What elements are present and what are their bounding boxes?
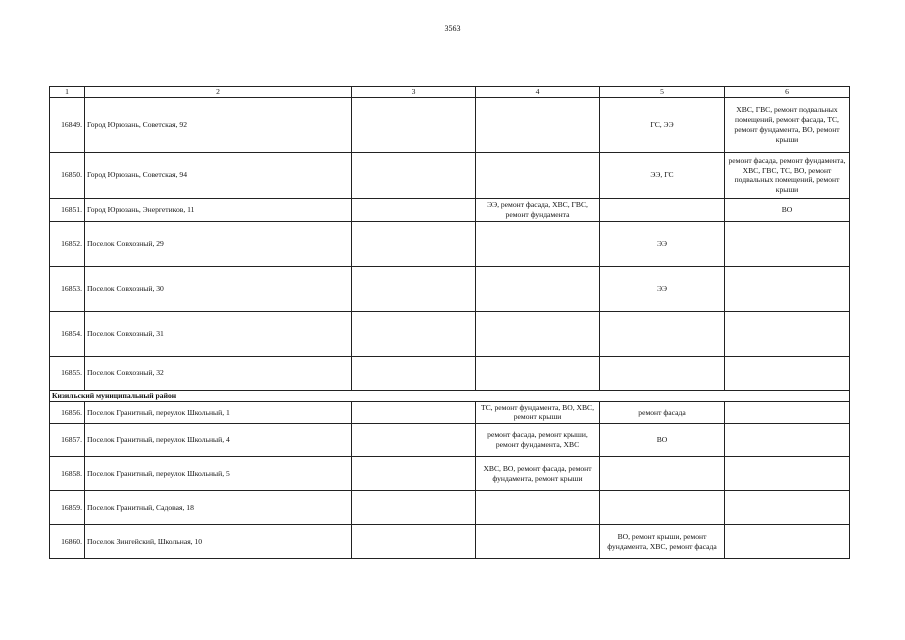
column-4-cell: ХВС, ВО, ремонт фасада, ремонт фундамента, ремонт крыши (476, 457, 600, 491)
address-cell: Поселок Гранитный, переулок Школьный, 5 (85, 457, 352, 491)
column-3-cell (352, 311, 476, 356)
column-header: 2 (85, 87, 352, 98)
column-4-cell (476, 152, 600, 198)
column-4-cell (476, 525, 600, 559)
column-5-cell (600, 457, 725, 491)
column-4-cell (476, 356, 600, 390)
column-6-cell (725, 491, 850, 525)
column-4-cell: ремонт фасада, ремонт крыши, ремонт фундамента, ХВС (476, 424, 600, 457)
row-number: 16856. (50, 401, 85, 424)
column-header: 3 (352, 87, 476, 98)
register-table-body (50, 87, 850, 559)
column-4-cell (476, 491, 600, 525)
column-3-cell (352, 266, 476, 311)
address-cell: Поселок Совхозный, 29 (85, 221, 352, 266)
column-header: 4 (476, 87, 600, 98)
section-title: Кизильский муниципальный район (50, 390, 850, 401)
column-4-cell (476, 97, 600, 152)
register-table (49, 86, 850, 559)
address-cell: Поселок Совхозный, 31 (85, 311, 352, 356)
column-5-cell: ЭЭ (600, 221, 725, 266)
row-number: 16857. (50, 424, 85, 457)
address-cell: Поселок Зингейский, Школьная, 10 (85, 525, 352, 559)
column-4-cell: ЭЭ, ремонт фасада, ХВС, ГВС, ремонт фундамента (476, 198, 600, 221)
address-cell: Поселок Совхозный, 32 (85, 356, 352, 390)
table-row (50, 424, 850, 457)
address-cell: Город Юрюзань, Советская, 94 (85, 152, 352, 198)
row-number: 16860. (50, 525, 85, 559)
column-6-cell (725, 356, 850, 390)
row-number: 16854. (50, 311, 85, 356)
column-5-cell: ЭЭ, ГС (600, 152, 725, 198)
column-5-cell: ГС, ЭЭ (600, 97, 725, 152)
row-number: 16852. (50, 221, 85, 266)
column-5-cell: ВО, ремонт крыши, ремонт фундамента, ХВС, ремонт фасада (600, 525, 725, 559)
table-row (50, 152, 850, 198)
row-number: 16849. (50, 97, 85, 152)
row-number: 16853. (50, 266, 85, 311)
row-number: 16855. (50, 356, 85, 390)
column-5-cell (600, 198, 725, 221)
address-cell: Поселок Гранитный, переулок Школьный, 4 (85, 424, 352, 457)
row-number: 16850. (50, 152, 85, 198)
column-6-cell: ХВС, ГВС, ремонт подвальных помещений, ремонт фасада, ТС, ремонт фундамента, ВО, ремонт крыши (725, 97, 850, 152)
column-6-cell (725, 401, 850, 424)
table-row (50, 198, 850, 221)
column-6-cell (725, 311, 850, 356)
column-4-cell (476, 221, 600, 266)
column-4-cell (476, 311, 600, 356)
column-3-cell (352, 221, 476, 266)
column-6-cell (725, 457, 850, 491)
column-3-cell (352, 97, 476, 152)
row-number: 16858. (50, 457, 85, 491)
column-header: 6 (725, 87, 850, 98)
column-5-cell (600, 491, 725, 525)
column-6-cell (725, 424, 850, 457)
address-cell: Город Юрюзань, Советская, 92 (85, 97, 352, 152)
table-row (50, 221, 850, 266)
address-cell: Город Юрюзань, Энергетиков, 11 (85, 198, 352, 221)
column-3-cell (352, 152, 476, 198)
address-cell: Поселок Гранитный, Садовая, 18 (85, 491, 352, 525)
row-number: 16859. (50, 491, 85, 525)
column-6-cell (725, 266, 850, 311)
column-header: 1 (50, 87, 85, 98)
column-3-cell (352, 424, 476, 457)
column-3-cell (352, 491, 476, 525)
column-4-cell: ТС, ремонт фундамента, ВО, ХВС, ремонт крыши (476, 401, 600, 424)
column-header-row (50, 87, 850, 98)
column-5-cell (600, 311, 725, 356)
table-row (50, 401, 850, 424)
column-5-cell: ЭЭ (600, 266, 725, 311)
column-3-cell (352, 401, 476, 424)
table-row (50, 311, 850, 356)
column-5-cell: ремонт фасада (600, 401, 725, 424)
table-row (50, 457, 850, 491)
table-row (50, 97, 850, 152)
section-header-row (50, 390, 850, 401)
table-row (50, 356, 850, 390)
page-number: 3563 (444, 24, 461, 33)
table-row (50, 525, 850, 559)
address-cell: Поселок Совхозный, 30 (85, 266, 352, 311)
column-3-cell (352, 457, 476, 491)
table-row (50, 266, 850, 311)
column-6-cell (725, 525, 850, 559)
column-header: 5 (600, 87, 725, 98)
column-6-cell (725, 221, 850, 266)
column-3-cell (352, 356, 476, 390)
column-5-cell (600, 356, 725, 390)
column-4-cell (476, 266, 600, 311)
address-cell: Поселок Гранитный, переулок Школьный, 1 (85, 401, 352, 424)
column-6-cell: ремонт фасада, ремонт фундамента, ХВС, ГВС, ТС, ВО, ремонт подвальных помещений, ремонт крыши (725, 152, 850, 198)
column-6-cell: ВО (725, 198, 850, 221)
column-3-cell (352, 198, 476, 221)
column-3-cell (352, 525, 476, 559)
column-5-cell: ВО (600, 424, 725, 457)
table-row (50, 491, 850, 525)
row-number: 16851. (50, 198, 85, 221)
